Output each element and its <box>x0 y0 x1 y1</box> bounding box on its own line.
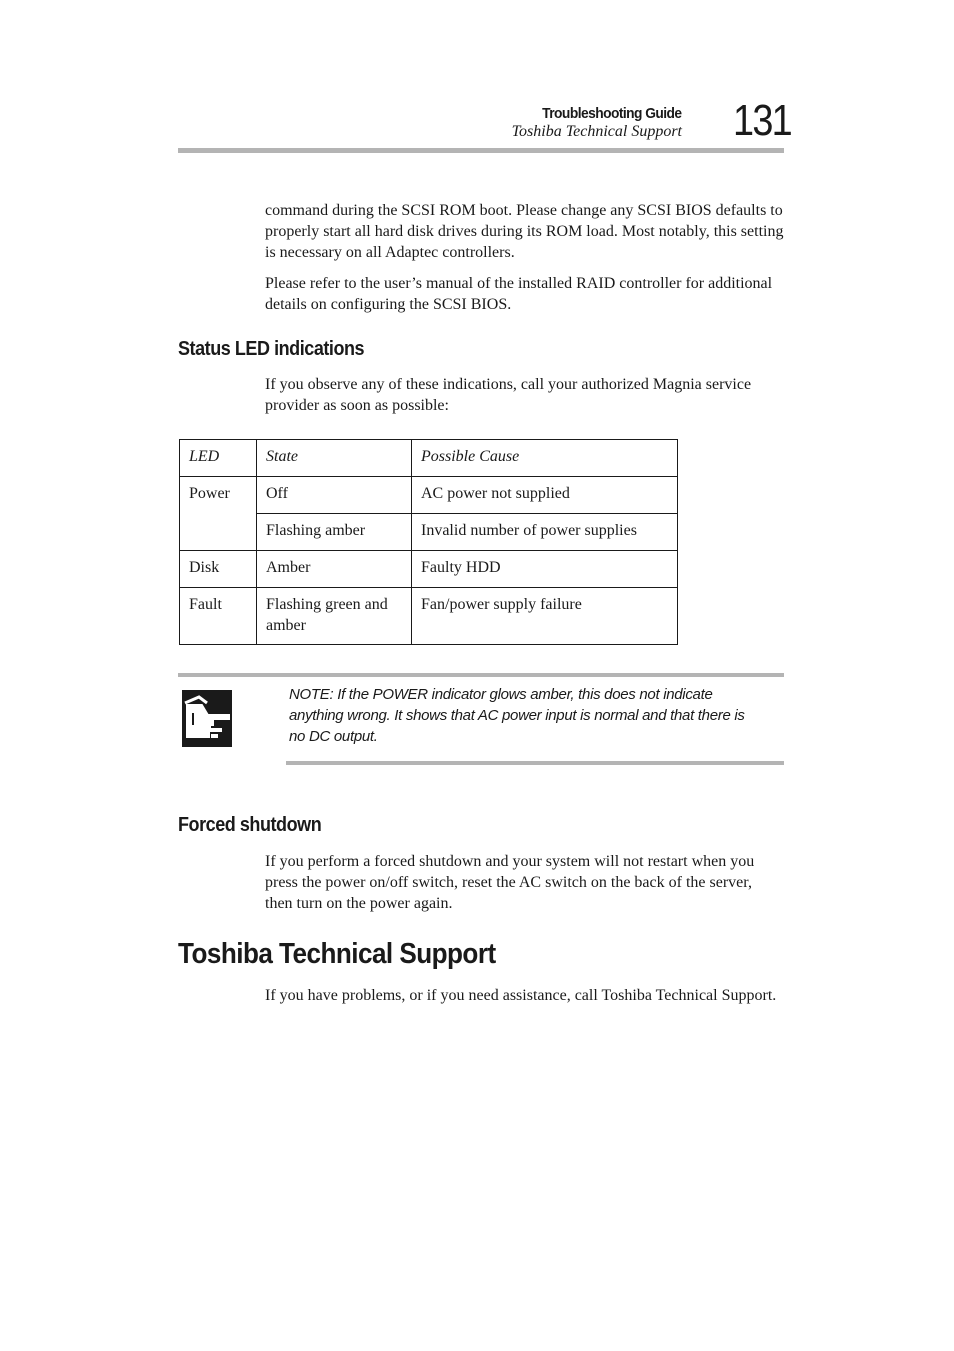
header-section-title: Toshiba Technical Support <box>511 123 682 140</box>
pointing-hand-icon <box>181 689 235 749</box>
technical-support-heading: Toshiba Technical Support <box>178 938 496 970</box>
table-row <box>180 551 678 588</box>
status-led-intro: If you observe any of these indications, call your authorized Magnia service provider as soon as possible: <box>265 376 752 414</box>
note-text: NOTE: If the POWER indicator glows amber, this does not indicate anything wrong. It shows that AC power input is normal and that there is no DC output. <box>289 686 745 745</box>
led-status-table <box>179 439 678 645</box>
table-header-state: State <box>257 440 412 477</box>
table-cell-cause: Invalid number of power supplies <box>412 514 678 551</box>
intro-paragraph-2: Please refer to the user’s manual of the installed RAID controller for additional details on configuring the SCSI BIOS. <box>265 275 773 313</box>
table-header-row <box>180 440 678 477</box>
table-cell-state: Amber <box>257 551 412 588</box>
table-cell-led: Power <box>180 477 257 551</box>
table-cell-cause: AC power not supplied <box>412 477 678 514</box>
table-header-led: LED <box>180 440 257 477</box>
intro-paragraph-1: command during the SCSI ROM boot. Please change any SCSI BIOS defaults to properly start all hard disk drives during its ROM load. Most notably, this setting is necessary on all Adaptec controllers. <box>265 202 784 261</box>
table-cell-state: Flashing green and amber <box>257 588 412 645</box>
table-header-cause: Possible Cause <box>412 440 678 477</box>
table-cell-led: Disk <box>180 551 257 588</box>
note-rule-bottom <box>286 761 784 765</box>
header-rule <box>178 148 784 153</box>
table-cell-state: Flashing amber <box>257 514 412 551</box>
header-chapter-title: Troubleshooting Guide <box>542 105 682 122</box>
note-rule-top <box>178 673 784 677</box>
table-cell-cause: Faulty HDD <box>412 551 678 588</box>
table-cell-led: Fault <box>180 588 257 645</box>
table-cell-cause: Fan/power supply failure <box>412 588 678 645</box>
table-row <box>180 477 678 514</box>
page-number: 131 <box>733 96 791 145</box>
forced-shutdown-heading: Forced shutdown <box>178 814 322 836</box>
table-row <box>180 588 678 645</box>
technical-support-text: If you have problems, or if you need assistance, call Toshiba Technical Support. <box>265 987 777 1004</box>
forced-shutdown-text: If you perform a forced shutdown and your system will not restart when you press the power on/off switch, reset the AC switch on the back of the server, then turn on the power again. <box>265 853 755 912</box>
table-cell-state: Off <box>257 477 412 514</box>
status-led-heading: Status LED indications <box>178 338 365 360</box>
